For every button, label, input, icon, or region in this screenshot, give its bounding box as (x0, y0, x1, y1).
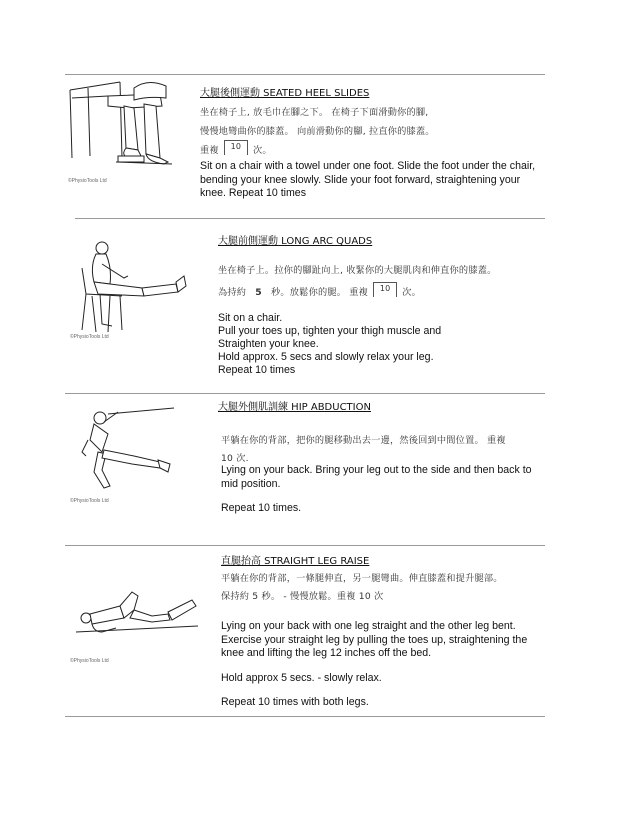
instruction-en: Hold approx 5 secs. - slowly relax. (221, 672, 382, 684)
illustration-credit: ©PhysioTools Ltd (70, 658, 109, 664)
exercise-title: 大腿前側運動 LONG ARC QUADS (218, 236, 373, 247)
illustration-credit: ©PhysioTools Ltd (70, 334, 109, 340)
instruction-en: Repeat 10 times with both legs. (221, 696, 369, 708)
divider (65, 545, 545, 546)
divider (75, 218, 545, 219)
instruction-en: Lying on your back with one leg straight and the other leg bent. Exercise your straight leg by pulling the toes up, straightening the knee and lifting the leg 12 inches off the bed. (221, 620, 528, 659)
divider (65, 74, 545, 75)
instruction-en-line: Straighten your knee. (218, 338, 319, 350)
exercise-section-long-arc-quads (218, 232, 548, 382)
instruction-en-line: Repeat 10 times (218, 364, 296, 376)
repeat-suffix: 次。 (253, 145, 272, 156)
exercise-section-hip-abduction (218, 398, 548, 538)
seated-heel-slides-illustration (68, 78, 178, 178)
instruction-en-line: Pull your toes up, tighten your thigh muscle and (218, 325, 442, 337)
instruction-zh: 保持約 5 秒。 - 慢慢放鬆。重複 10 次 (221, 591, 384, 602)
instruction-en: Lying on your back. Bring your leg out to the side and then back to mid position. (221, 464, 532, 490)
exercise-title: 大腿後側運動 SEATED HEEL SLIDES (200, 88, 370, 99)
exercise-section-seated-heel-slides (200, 84, 536, 214)
repeat-count-box: 10 (224, 140, 248, 155)
hold-line-zh (218, 284, 421, 302)
instruction-zh: 坐在椅子上。拉你的腳趾向上, 收緊你的大腿肌肉和伸直你的膝蓋。 (218, 265, 497, 276)
hold-mid: 秒。放鬆你的腿。 重複 (271, 287, 369, 298)
repeat-prefix: 重複 (200, 145, 219, 156)
straight-leg-raise-illustration (72, 588, 202, 638)
divider (65, 393, 545, 394)
instruction-en: Sit on a chair with a towel under one foot. Slide the foot under the chair, bending your knee slowly. Slide your foot forward, straightening your knee. Repeat 10 times (200, 160, 536, 199)
repeat-suffix: 次。 (402, 287, 422, 298)
instruction-en: Repeat 10 times. (221, 502, 302, 514)
repeat-count-box: 10 (373, 282, 397, 297)
instruction-en-line: Hold approx. 5 secs and slowly relax your leg. (218, 351, 434, 363)
exercise-title: 直腿抬高 STRAIGHT LEG RAISE (221, 556, 370, 567)
hold-seconds: 5 (255, 287, 262, 298)
illustration-credit: ©PhysioTools Ltd (70, 498, 109, 504)
exercise-title: 大腿外側肌訓練 HIP ABDUCTION (218, 402, 371, 413)
instruction-zh: 平躺在你的背部，一條腿伸直，另一腿彎曲。伸直膝蓋和提升腿部。 (221, 573, 503, 584)
exercise-section-straight-leg-raise (218, 552, 548, 712)
repeat-line-zh (200, 142, 272, 160)
instruction-en-line: Sit on a chair. (218, 312, 283, 324)
instruction-zh: 平躺在你的背部，把你的腿移動出去一邊，然後回到中間位置。 重複 (221, 435, 506, 446)
illustration-credit: ©PhysioTools Ltd (68, 178, 107, 184)
instruction-zh: 慢慢地彎曲你的膝蓋。 向前滑動你的腳, 拉直你的膝蓋。 (200, 126, 435, 137)
instruction-zh: 坐在椅子上, 放毛巾在腳之下。 在椅子下面滑動你的腳, (200, 107, 429, 118)
instruction-zh: 10 次. (221, 453, 249, 464)
hold-prefix: 為持約 (218, 287, 247, 298)
divider (65, 716, 545, 717)
hip-abduction-illustration (74, 404, 194, 496)
long-arc-quads-illustration (72, 238, 192, 336)
